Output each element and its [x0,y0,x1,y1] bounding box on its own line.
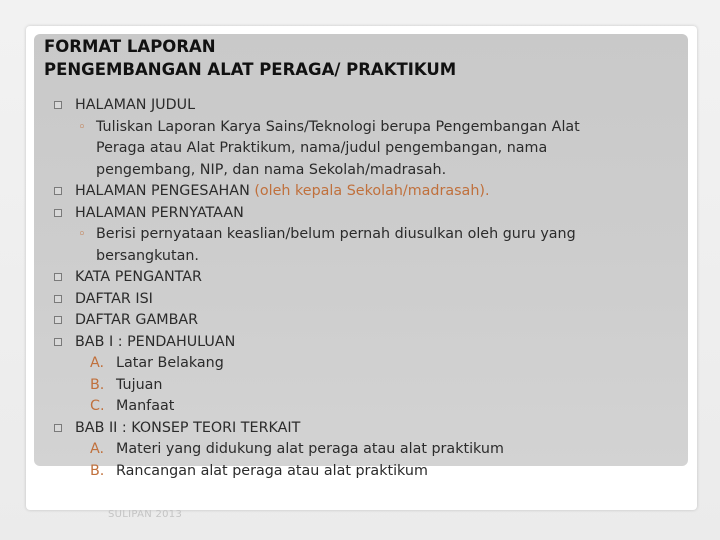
sub-list-item-continuation [0,246,720,268]
sub-item-text: Tujuan [116,376,163,393]
outline-list [0,95,720,482]
list-item [0,418,720,440]
square-bullet-icon [54,101,62,109]
sub-list-item [0,117,720,139]
letter-marker: A. [90,441,105,457]
circle-bullet-icon: ◦ [78,227,86,242]
square-bullet-icon [54,424,62,432]
list-item [0,95,720,117]
item-label: HALAMAN JUDUL [75,97,196,113]
list-item [0,267,720,289]
sub-list-item [0,439,720,461]
item-label [75,181,490,203]
sub-item-text: Latar Belakang [116,355,224,371]
title-line-2: PENGEMBANGAN ALAT PERAGA/ PRAKTIKUM [44,60,457,79]
list-item [0,289,720,311]
square-bullet-icon [54,316,62,324]
footer-text: SULIPAN 2013 [108,509,183,520]
sub-item-text: Tuliskan Laporan Karya Sains/Teknologi berupa Pengembangan Alat [96,118,580,135]
item-label-main: HALAMAN PENGESAHAN [75,183,250,199]
slide-title [44,35,456,81]
item-label: DAFTAR GAMBAR [75,312,199,328]
square-bullet-icon [54,209,62,217]
sub-item-text: Peraga atau Alat Praktikum, nama/judul pengembangan, nama [96,140,548,156]
list-item [0,203,720,225]
list-item [0,310,720,332]
square-bullet-icon [54,295,62,303]
letter-marker: C. [90,398,105,414]
list-item [0,181,720,203]
item-label: DAFTAR ISI [75,290,153,307]
item-label: BAB II : KONSEP TEORI TERKAIT [75,419,301,436]
sub-list-item [0,353,720,375]
sub-list-item-continuation [0,138,720,160]
item-label: HALAMAN PERNYATAAN [75,204,244,221]
sub-item-text: pengembang, NIP, dan nama Sekolah/madrasah. [96,161,447,178]
letter-marker: B. [90,462,105,479]
sub-item-text: Materi yang didukung alat peraga atau alat praktikum [116,441,504,457]
item-note: (oleh kepala Sekolah/madrasah). [254,183,490,199]
square-bullet-icon [54,338,62,346]
sub-list-item [0,375,720,397]
sub-list-item-continuation [0,160,720,182]
square-bullet-icon [54,273,62,281]
letter-marker: B. [90,376,105,393]
sub-item-text: Manfaat [116,398,175,414]
sub-list-item [0,396,720,418]
sub-item-text: Rancangan alat peraga atau alat praktikum [116,462,428,479]
sub-list-item [0,224,720,246]
letter-marker: A. [90,355,105,371]
title-line-1: FORMAT LAPORAN [44,37,216,56]
sub-item-text: Berisi pernyataan keaslian/belum pernah diusulkan oleh guru yang [96,226,576,242]
sub-list-item [0,461,720,483]
circle-bullet-icon: ◦ [78,119,86,135]
sub-item-text: bersangkutan. [96,247,199,264]
item-label: KATA PENGANTAR [75,269,202,285]
item-label: BAB I : PENDAHULUAN [75,333,236,350]
list-item [0,332,720,354]
square-bullet-icon [54,187,62,195]
